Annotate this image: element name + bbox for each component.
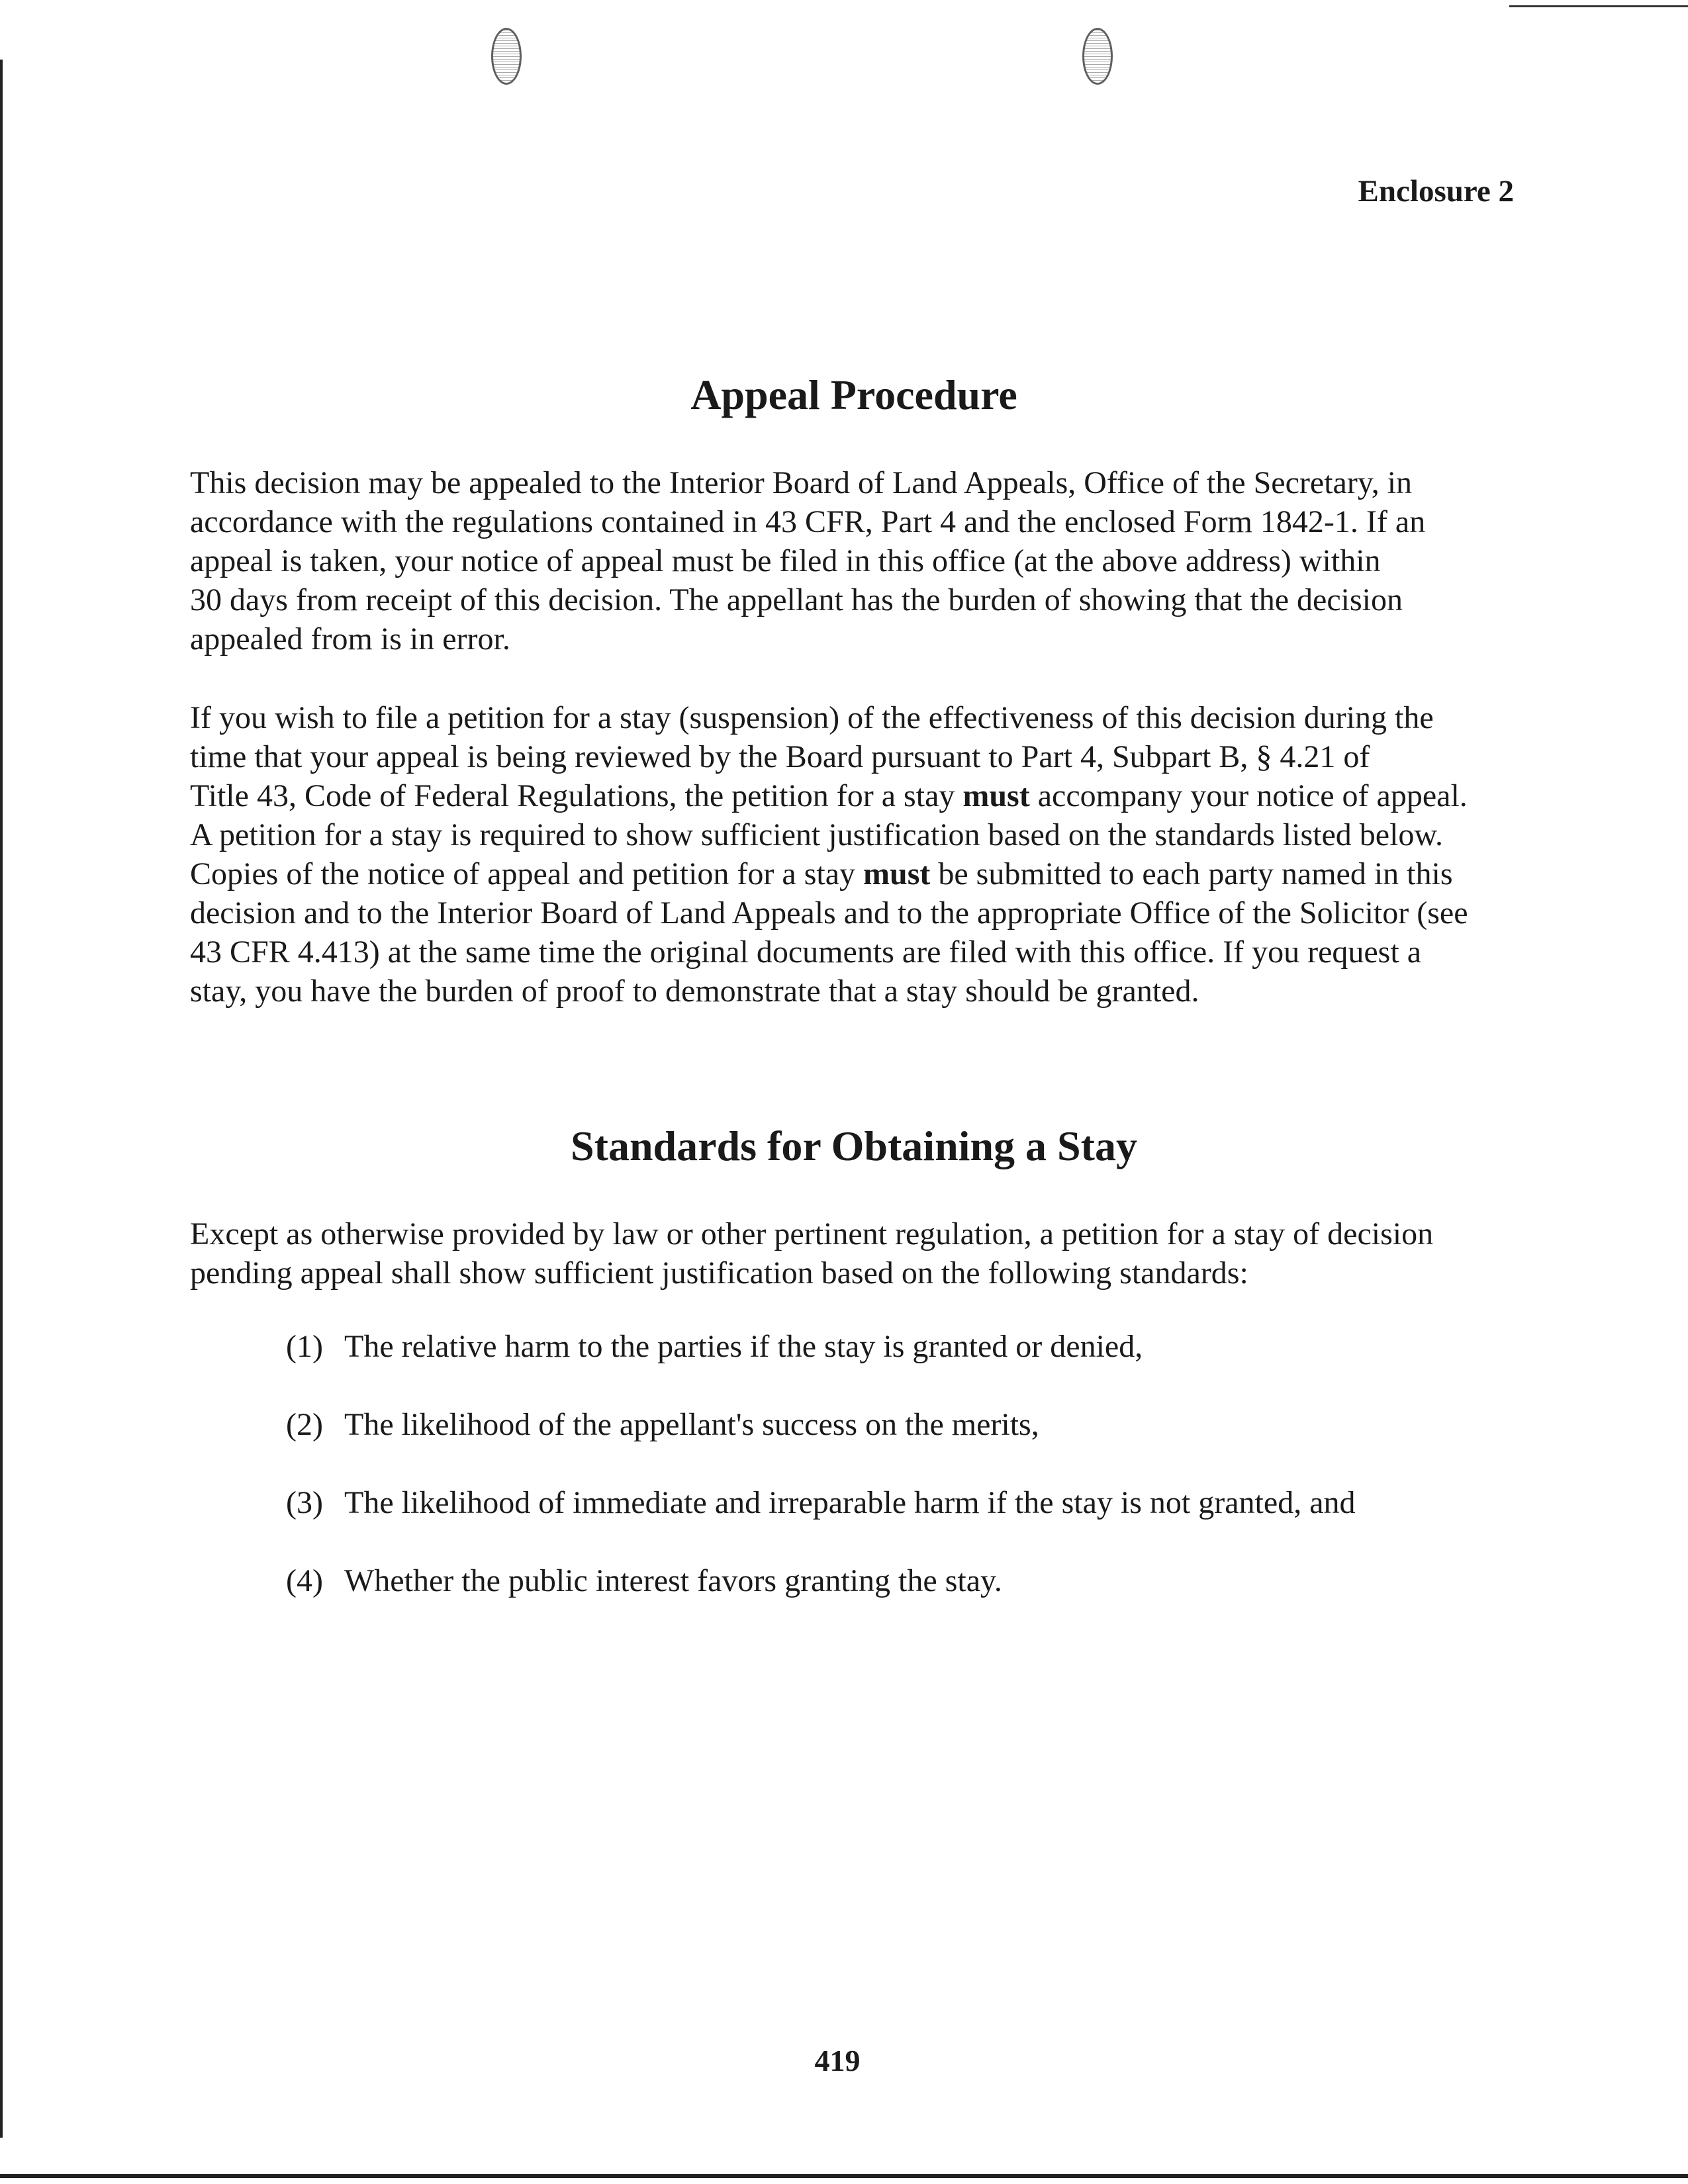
text-segment: be submitted to each party named in this <box>930 856 1453 891</box>
text-line: stay, you have the burden of proof to demonstrate that a stay should be granted. <box>190 974 1199 1009</box>
text-segment: Copies of the notice of appeal and petition for a stay <box>190 856 864 891</box>
text-segment: Title 43, Code of Federal Regulations, the petition for a stay <box>190 778 963 813</box>
list-item <box>286 1483 1356 1561</box>
text-line: Except as otherwise provided by law or other pertinent regulation, a petition for a stay of decision <box>190 1216 1434 1251</box>
scan-edge-left <box>0 60 3 2138</box>
list-number: (1) <box>286 1329 323 1364</box>
list-text: The likelihood of immediate and irreparable harm if the stay is not granted, and <box>344 1485 1356 1520</box>
list-number: (4) <box>286 1563 323 1598</box>
appeal-paragraph-1 <box>190 463 1540 659</box>
text-line: This decision may be appealed to the Interior Board of Land Appeals, Office of the Secretary, in <box>190 465 1413 500</box>
text-line: 43 CFR 4.413) at the same time the original documents are filed with this office. If you request a <box>190 934 1421 970</box>
text-line: 30 days from receipt of this decision. The appellant has the burden of showing that the decision <box>190 582 1403 617</box>
page-number: 419 <box>814 2044 861 2077</box>
text-line: accordance with the regulations contained in 43 CFR, Part 4 and the enclosed Form 1842-1. If an <box>190 504 1426 539</box>
standards-heading: Standards for Obtaining a Stay <box>571 1122 1137 1169</box>
text-line: time that your appeal is being reviewed by the Board pursuant to Part 4, Subpart B, § 4.21 of <box>190 739 1370 774</box>
scan-edge-bottom <box>0 2174 1688 2178</box>
text-line <box>190 776 1540 815</box>
list-number: (2) <box>286 1407 323 1442</box>
emphasis-must: must <box>962 778 1030 813</box>
list-item <box>286 1405 1356 1483</box>
text-line: A petition for a stay is required to show sufficient justification based on the standards listed below. <box>190 817 1443 852</box>
text-line: decision and to the Interior Board of Land Appeals and to the appropriate Office of the Solicitor (see <box>190 895 1468 931</box>
list-text: The relative harm to the parties if the stay is granted or denied, <box>344 1329 1143 1364</box>
list-text: Whether the public interest favors granting the stay. <box>344 1563 1002 1598</box>
emphasis-must: must <box>863 856 931 891</box>
punch-hole-icon <box>491 28 522 85</box>
enclosure-label: Enclosure 2 <box>1358 174 1514 208</box>
standards-intro <box>190 1214 1540 1293</box>
text-line: appealed from is in error. <box>190 621 510 657</box>
list-number: (3) <box>286 1485 323 1520</box>
list-item <box>286 1327 1356 1405</box>
text-line <box>190 854 1540 893</box>
text-line: If you wish to file a petition for a stay (suspension) of the effectiveness of this decision during the <box>190 700 1434 735</box>
standards-list <box>286 1327 1356 1639</box>
text-segment: accompany your notice of appeal. <box>1029 778 1468 813</box>
appeal-procedure-heading: Appeal Procedure <box>690 371 1017 418</box>
scan-edge-top <box>1509 5 1688 7</box>
list-text: The likelihood of the appellant's success on the merits, <box>344 1407 1039 1442</box>
appeal-paragraph-2 <box>190 698 1540 1011</box>
list-item <box>286 1561 1356 1639</box>
punch-hole-icon <box>1082 28 1113 85</box>
text-line: pending appeal shall show sufficient justification based on the following standards: <box>190 1255 1248 1291</box>
text-line: appeal is taken, your notice of appeal must be filed in this office (at the above address) within <box>190 543 1381 578</box>
